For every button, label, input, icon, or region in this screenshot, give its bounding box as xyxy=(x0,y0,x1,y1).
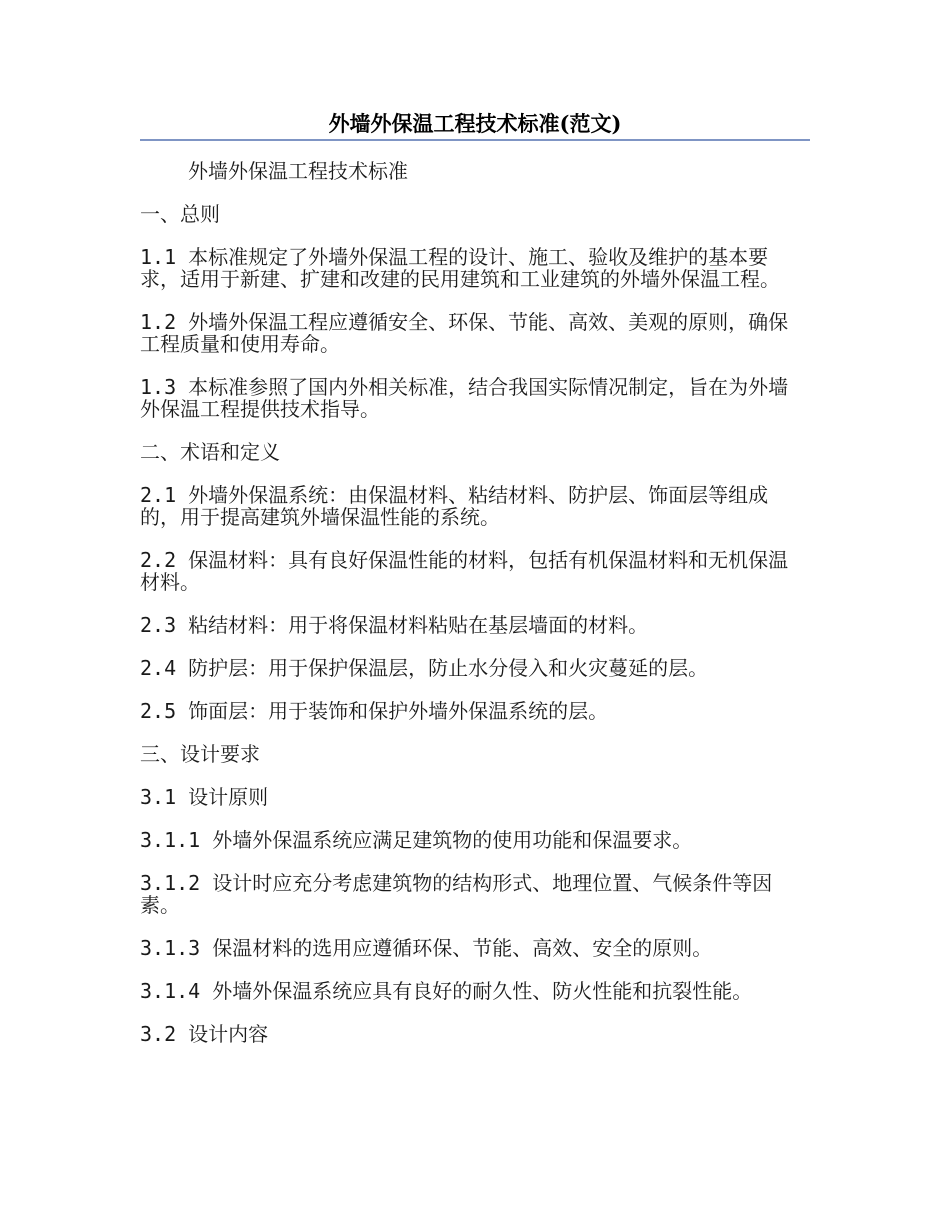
clause-3-2: 3.2 设计内容 xyxy=(140,1022,269,1046)
clause-2-4: 2.4 防护层：用于保护保温层，防止水分侵入和火灾蔓延的层。 xyxy=(140,656,709,680)
clause-2-5: 2.5 饰面层：用于装饰和保护外墙外保温系统的层。 xyxy=(140,699,609,723)
clause-1-1: 1.1 本标准规定了外墙外保温工程的设计、施工、验收及维护的基本要求，适用于新建、扩建和改建的民用建筑和工业建筑的外墙外保温工程。 xyxy=(140,245,780,291)
section-heading-general: 一、总则 xyxy=(140,202,220,226)
clause-3-1: 3.1 设计原则 xyxy=(140,785,269,809)
clause-3-1-4: 3.1.4 外墙外保温系统应具有良好的耐久性、防火性能和抗裂性能。 xyxy=(140,979,753,1003)
clause-3-1-1: 3.1.1 外墙外保温系统应满足建筑物的使用功能和保温要求。 xyxy=(140,828,693,852)
section-heading-design: 三、设计要求 xyxy=(140,742,260,766)
document-title: 外墙外保温工程技术标准(范文) xyxy=(328,111,622,136)
document-body xyxy=(140,160,800,1066)
clause-3-1-2: 3.1.2 设计时应充分考虑建筑物的结构形式、地理位置、气候条件等因素。 xyxy=(140,871,773,917)
clause-1-3: 1.3 本标准参照了国内外相关标准，结合我国实际情况制定，旨在为外墙外保温工程提供技术指导。 xyxy=(140,375,789,421)
clause-3-1-3: 3.1.3 保温材料的选用应遵循环保、节能、高效、安全的原则。 xyxy=(140,936,713,960)
subtitle-paragraph: 外墙外保温工程技术标准 xyxy=(188,159,408,183)
clause-2-1: 2.1 外墙外保温系统：由保温材料、粘结材料、防护层、饰面层等组成的，用于提高建筑外墙保温性能的系统。 xyxy=(140,483,769,529)
clause-2-3: 2.3 粘结材料：用于将保温材料粘贴在基层墙面的材料。 xyxy=(140,613,649,637)
section-heading-terms: 二、术语和定义 xyxy=(140,440,280,464)
clause-1-2: 1.2 外墙外保温工程应遵循安全、环保、节能、高效、美观的原则，确保工程质量和使用寿命。 xyxy=(140,310,789,356)
clause-2-2: 2.2 保温材料：具有良好保温性能的材料，包括有机保温材料和无机保温材料。 xyxy=(140,548,789,594)
title-divider xyxy=(140,139,810,141)
